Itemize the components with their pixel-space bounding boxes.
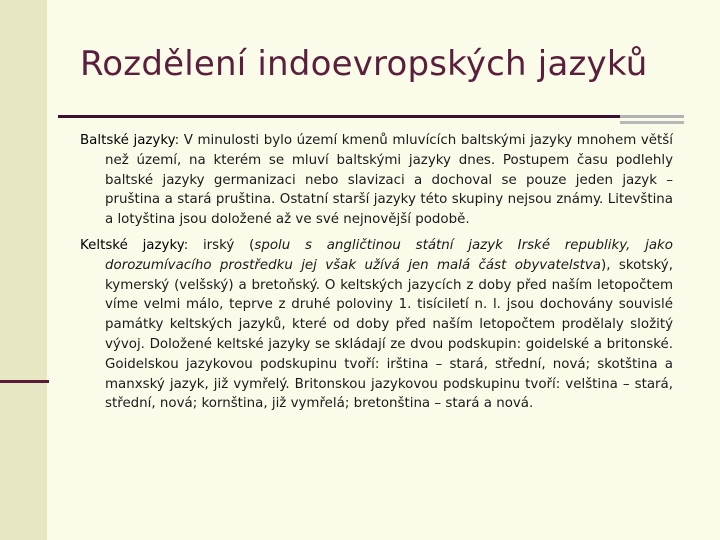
slide-body	[80, 131, 673, 420]
term-baltic-languages: Baltské jazyky	[80, 133, 175, 148]
slide-title: Rozdělení indoevropských jazyků	[80, 44, 648, 84]
paragraph-text: : irský (	[183, 237, 255, 253]
left-sidebar-band	[0, 0, 47, 540]
left-accent-line	[0, 380, 49, 383]
paragraph-text: ), skotský, kymerský (velšský) a bretoňský. O keltských jazycích z doby před naším letopočtem víme velmi málo, teprve z druhé poloviny 1. tisíciletí n. l. jsou dochovány souvislé památky keltských jazyků, které od doby před naším letopočtem prodělaly složitý vývoj. Doložené keltské jazyky se skládají ze dvou podskupin: goidelské a britonské. Goidelskou jazykovou podskupinu tvoří: irština – stará, střední, nová; skotština a manxský jazyk, již vymřelý. Britonskou jazykovou podskupinu tvoří: velština – stará, střední, nová; kornština, již vymřelá; bretonština – stará a nová.	[105, 257, 673, 412]
paragraph-text: : V minulosti bylo území kmenů mluvících baltskými jazyky mnohem větší než území, na kterém se mluví baltskými jazyky dnes. Postupem času podlehly baltské jazyky germanizaci nebo slavizaci a dochoval se pouze jeden jazyk – pruština a stará pruština. Ostatní starší jazyky této skupiny nejsou známy. Litevština a lotyština jsou doložené až ve své nejnovější podobě.	[105, 133, 673, 228]
title-divider	[58, 115, 620, 118]
title-divider-accent	[620, 115, 684, 118]
paragraph-baltic	[80, 131, 673, 230]
paragraph-italic-note: spolu s angličtinou státní jazyk Irské republiky, jako dorozumívacího prostředku jej však užívá jen malá část obyvatelstva	[105, 237, 674, 273]
term-celtic-languages: Keltské jazyky	[80, 237, 184, 253]
title-divider-accent-lower	[620, 121, 684, 124]
paragraph-celtic	[80, 236, 673, 414]
